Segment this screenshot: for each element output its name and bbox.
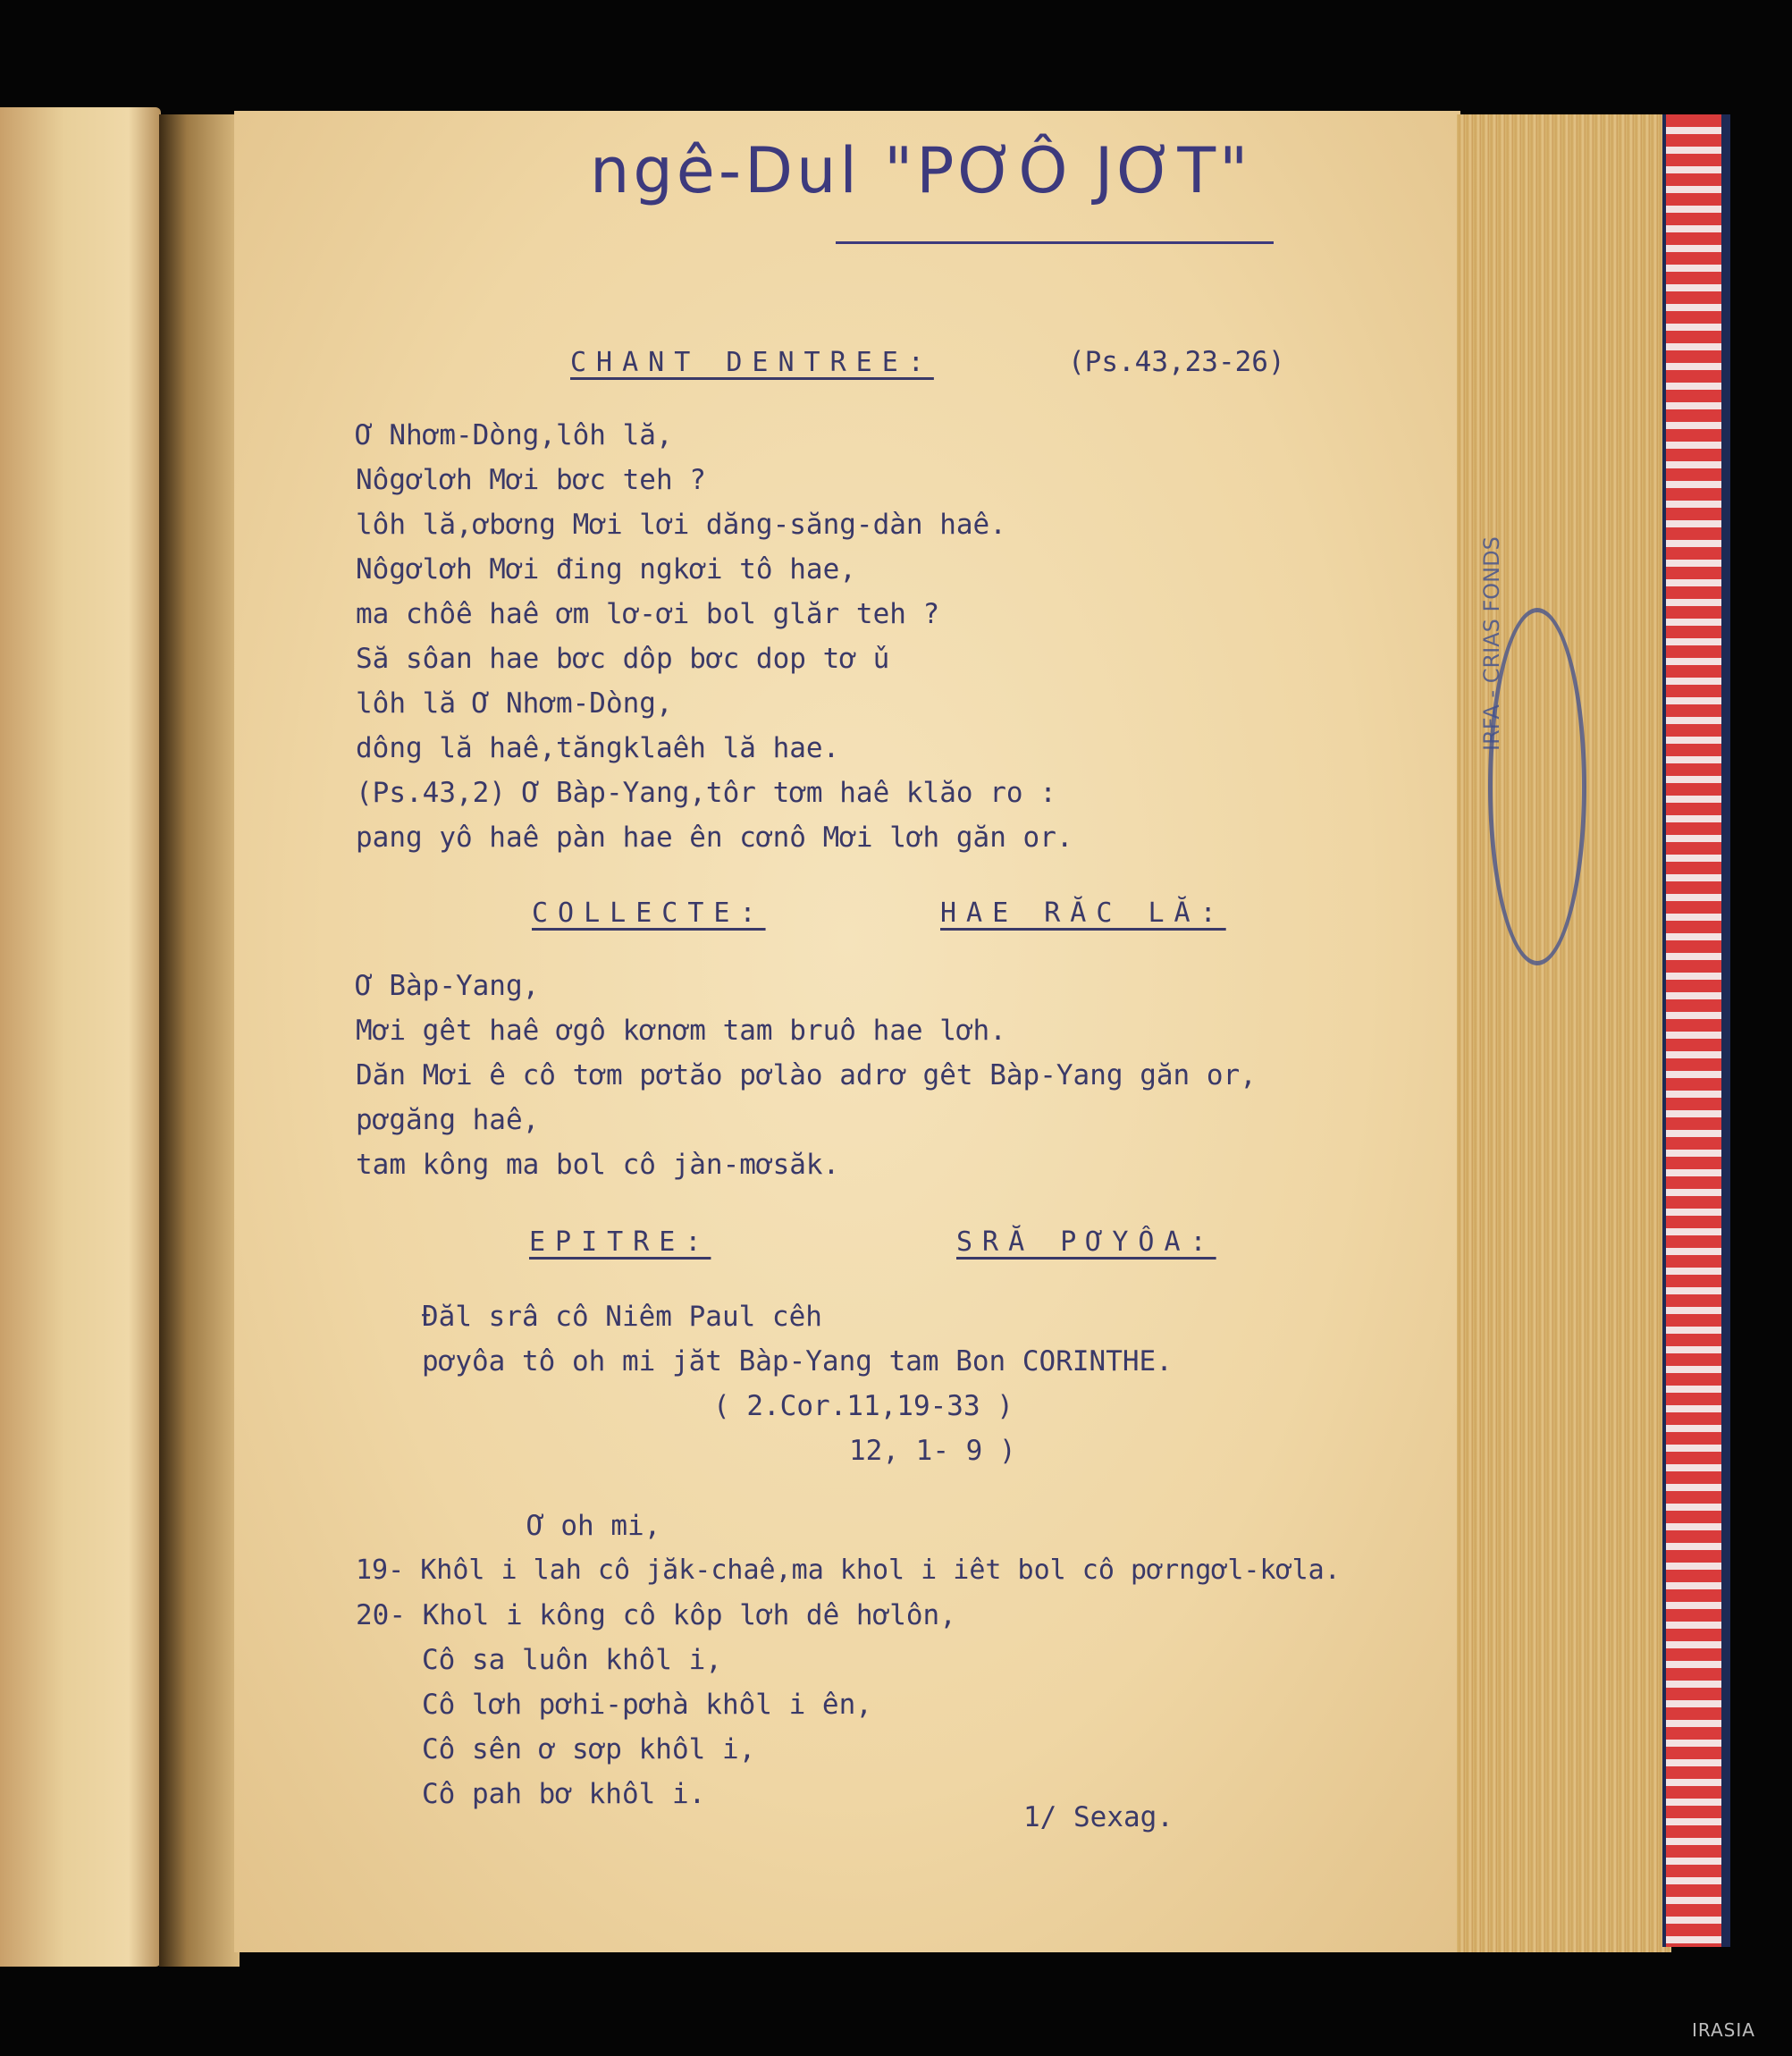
text-line: 20- Khol i kông cô kôp lơh dê hơlôn, (356, 1599, 956, 1631)
book-cover-edge (1662, 114, 1730, 1947)
text-line: ma chôê haê ơm lơ-ơi bol glăr teh ? (356, 598, 940, 630)
text-line: Dăn Mơi ê cô tơm pơtăo pơlào adrơ gêt Bàp-Yang găn or, (356, 1059, 1257, 1091)
page-block-edge (1457, 114, 1671, 1952)
text-line: pang yô haê pàn hae ên cơnô Mơi lơh găn or. (356, 822, 1073, 854)
entrance-title: CHANT DENTREE: (570, 347, 934, 378)
entrance-ref: (Ps.43,23-26) (1068, 346, 1285, 378)
text-line: 19- Khôl i lah cô jăk-chaê,ma khol i iêt bol cô pơrngơl-kơla. (356, 1555, 1341, 1586)
text-line: ( 2.Cor.11,19-33 ) (713, 1390, 1014, 1422)
book-gutter (159, 114, 240, 1967)
left-page (0, 107, 161, 1967)
text-line: Ơ Nhơm-Dòng,lôh lă, (356, 419, 673, 451)
epistle-title-local: SRĂ PƠYÔA: (956, 1226, 1216, 1258)
text-line: Ơ oh mi, (527, 1510, 661, 1542)
text-line: Cô pah bơ khôl i. (422, 1778, 706, 1810)
text-line: (Ps.43,2) Ơ Bàp-Yang,tôr tơm haê klăo ro : (356, 777, 1056, 809)
text-line: Cô sa luôn khôl i, (422, 1644, 722, 1676)
watermark: IRASIA (1692, 2019, 1755, 2041)
text-line: tam kông ma bol cô jàn-mơsăk. (356, 1149, 840, 1181)
handwritten-title: ngê-Dul "PƠÔ JƠT" (590, 134, 1252, 207)
text-line: pơgăng haê, (356, 1104, 540, 1136)
text-line: dông lă haê,tăngklaêh lă hae. (356, 732, 840, 764)
text-line: 12, 1- 9 ) (849, 1435, 1016, 1467)
text-line: Đăl srâ cô Niêm Paul cêh (422, 1301, 822, 1333)
text-line: Nôgơlơh Mơi bơc teh ? (356, 464, 706, 496)
text-line: pơyôa tô oh mi jăt Bàp-Yang tam Bon CORINTHE. (422, 1345, 1173, 1378)
text-line: Cô sên ơ sơp khôl i, (422, 1733, 756, 1765)
text-line: Să sôan hae bơc dôp bơc dop tơ ǔ (356, 643, 890, 675)
text-line: Nôgơlơh Mơi đing ngkơi tô hae, (356, 553, 856, 586)
text-line: lôh lă,ơbơng Mơi lơi dăng-săng-dàn haê. (356, 509, 1006, 541)
epistle-title-fr: EPITRE: (529, 1226, 711, 1258)
text-line: Ơ Bàp-Yang, (356, 970, 540, 1002)
title-underline (836, 241, 1274, 244)
library-stamp-text: IRFA - CRIAS FONDS (1479, 536, 1504, 751)
collect-title-fr: COLLECTE: (532, 897, 766, 929)
text-line: lôh lă Ơ Nhơm-Dòng, (356, 687, 673, 720)
text-line: Cô lơh pơhi-pơhà khôl i ên, (422, 1689, 872, 1721)
page-footer: 1/ Sexag. (1023, 1801, 1174, 1833)
collect-title-local: HAE RĂC LĂ: (940, 897, 1226, 929)
text-line: Mơi gêt haê ơgô kơnơm tam bruô hae lơh. (356, 1015, 1006, 1047)
